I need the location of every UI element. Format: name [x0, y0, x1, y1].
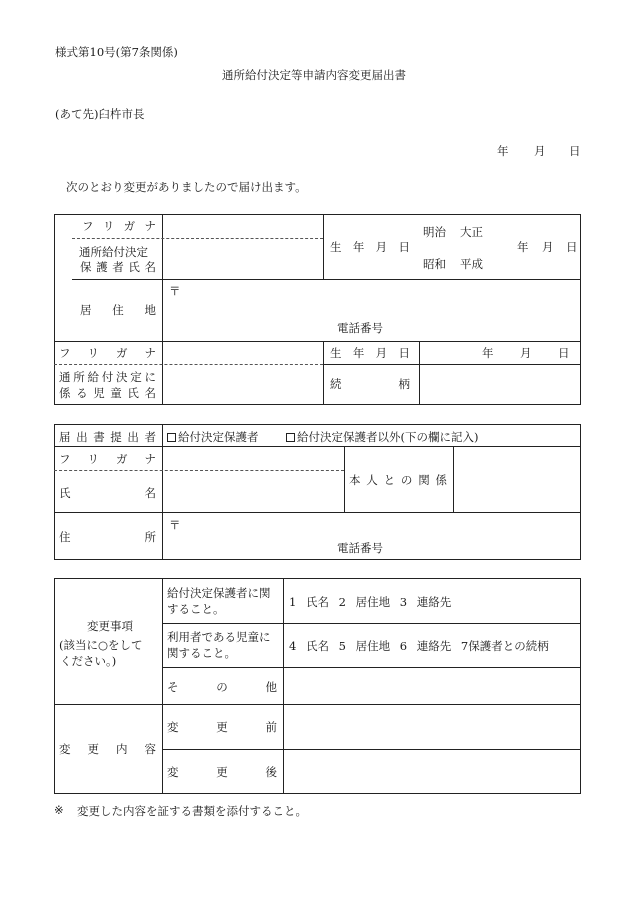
intro-text: 次のとおり変更がありましたので届け出ます。 — [66, 180, 307, 194]
guardian-row-options[interactable]: 1 氏名 2 居住地 3 連絡先 — [289, 595, 452, 609]
guardian-name-label-line2: 保 護 者 氏 名 — [80, 260, 156, 274]
form-title: 通所給付決定等申請内容変更届出書 — [222, 68, 406, 82]
era-showa[interactable]: 昭和 — [423, 257, 446, 271]
era-meiji[interactable]: 明治 — [423, 225, 446, 239]
submitter-name-label: 氏 名 — [59, 486, 156, 500]
submitter-name-field[interactable] — [166, 474, 340, 508]
child-name-label-line2: 係 る 児 童 氏 名 — [59, 386, 156, 400]
checkbox-other[interactable] — [286, 433, 295, 442]
change-items-note-line1: (該当に○をして — [59, 638, 143, 652]
relation-to-person-label: 本 人 と の 関 係 — [349, 473, 447, 487]
checkbox-guardian[interactable] — [167, 433, 176, 442]
submitter-furigana-label: フ リ ガ ナ — [59, 452, 156, 466]
guardian-furigana-field[interactable] — [166, 218, 319, 236]
before-field[interactable] — [287, 708, 577, 746]
child-birth-day-label: 日 — [558, 346, 570, 360]
form-number: 様式第10号(第7条関係) — [55, 45, 178, 59]
date-year-label: 年 — [497, 144, 509, 158]
addressee: (あて先)臼杵市長 — [55, 107, 145, 121]
child-name-field[interactable] — [166, 367, 319, 402]
relation-field[interactable] — [423, 367, 577, 402]
child-birth-month-label: 月 — [520, 346, 532, 360]
child-birth-year-label: 年 — [482, 346, 494, 360]
option-guardian[interactable]: 給付決定保護者 — [167, 429, 259, 445]
change-items-note-line2: ください。) — [60, 654, 117, 668]
change-items-title: 変更事項 — [87, 619, 133, 633]
birth-year-label: 年 — [517, 240, 529, 254]
other-label: そ の 他 — [167, 680, 277, 694]
before-label: 変 更 前 — [167, 720, 277, 734]
guardian-furigana-label: フ リ ガ ナ — [82, 219, 156, 233]
change-content-label: 変 更 内 容 — [59, 742, 156, 756]
residence-label: 居 住 地 — [80, 303, 156, 317]
after-label: 変 更 後 — [167, 765, 277, 779]
footer-note: 変更した内容を証する書類を添付すること。 — [77, 804, 307, 818]
guardian-name-field[interactable] — [166, 242, 319, 276]
guardian-row-label-line1: 給付決定保護者に関 — [167, 586, 271, 600]
era-taisho[interactable]: 大正 — [460, 225, 483, 239]
date-month-label: 月 — [534, 144, 546, 158]
option-other[interactable]: 給付決定保護者以外(下の欄に記入) — [286, 429, 478, 445]
guardian-birth-label: 生 年 月 日 — [330, 240, 410, 254]
submitter-postal-mark: 〒 — [169, 518, 181, 532]
submitter-address-field[interactable] — [166, 516, 577, 556]
relation-to-person-field[interactable] — [457, 450, 577, 508]
child-name-label-line1: 通 所 給 付 決 定 に — [59, 370, 156, 384]
submitter-label: 届 出 書 提 出 者 — [59, 430, 156, 444]
user-row-label-line1: 利用者である児童に — [167, 630, 271, 644]
child-birth-label: 生 年 月 日 — [330, 346, 410, 360]
submitter-furigana-field[interactable] — [166, 450, 340, 467]
residence-field[interactable] — [166, 283, 577, 337]
child-furigana-field[interactable] — [166, 344, 319, 361]
postal-mark: 〒 — [169, 284, 181, 298]
era-heisei[interactable]: 平成 — [460, 257, 483, 271]
birth-day-label: 日 — [566, 240, 578, 254]
phone-label: 電話番号 — [337, 321, 383, 335]
note-mark: ※ — [54, 803, 64, 817]
date-day-label: 日 — [569, 144, 581, 158]
submitter-address-label: 住 所 — [59, 530, 156, 544]
other-field[interactable] — [287, 671, 577, 701]
user-row-label-line2: 関すること。 — [167, 646, 236, 660]
after-field[interactable] — [287, 753, 577, 791]
child-furigana-label: フ リ ガ ナ — [59, 346, 156, 360]
relation-label: 続 柄 — [330, 377, 410, 391]
guardian-row-label-line2: すること。 — [167, 602, 225, 616]
user-row-options[interactable]: 4 氏名 5 居住地 6 連絡先 7保護者との続柄 — [289, 639, 549, 653]
birth-month-label: 月 — [542, 240, 554, 254]
guardian-name-label-line1: 通所給付決定 — [79, 245, 148, 259]
submitter-phone-label: 電話番号 — [337, 541, 383, 555]
